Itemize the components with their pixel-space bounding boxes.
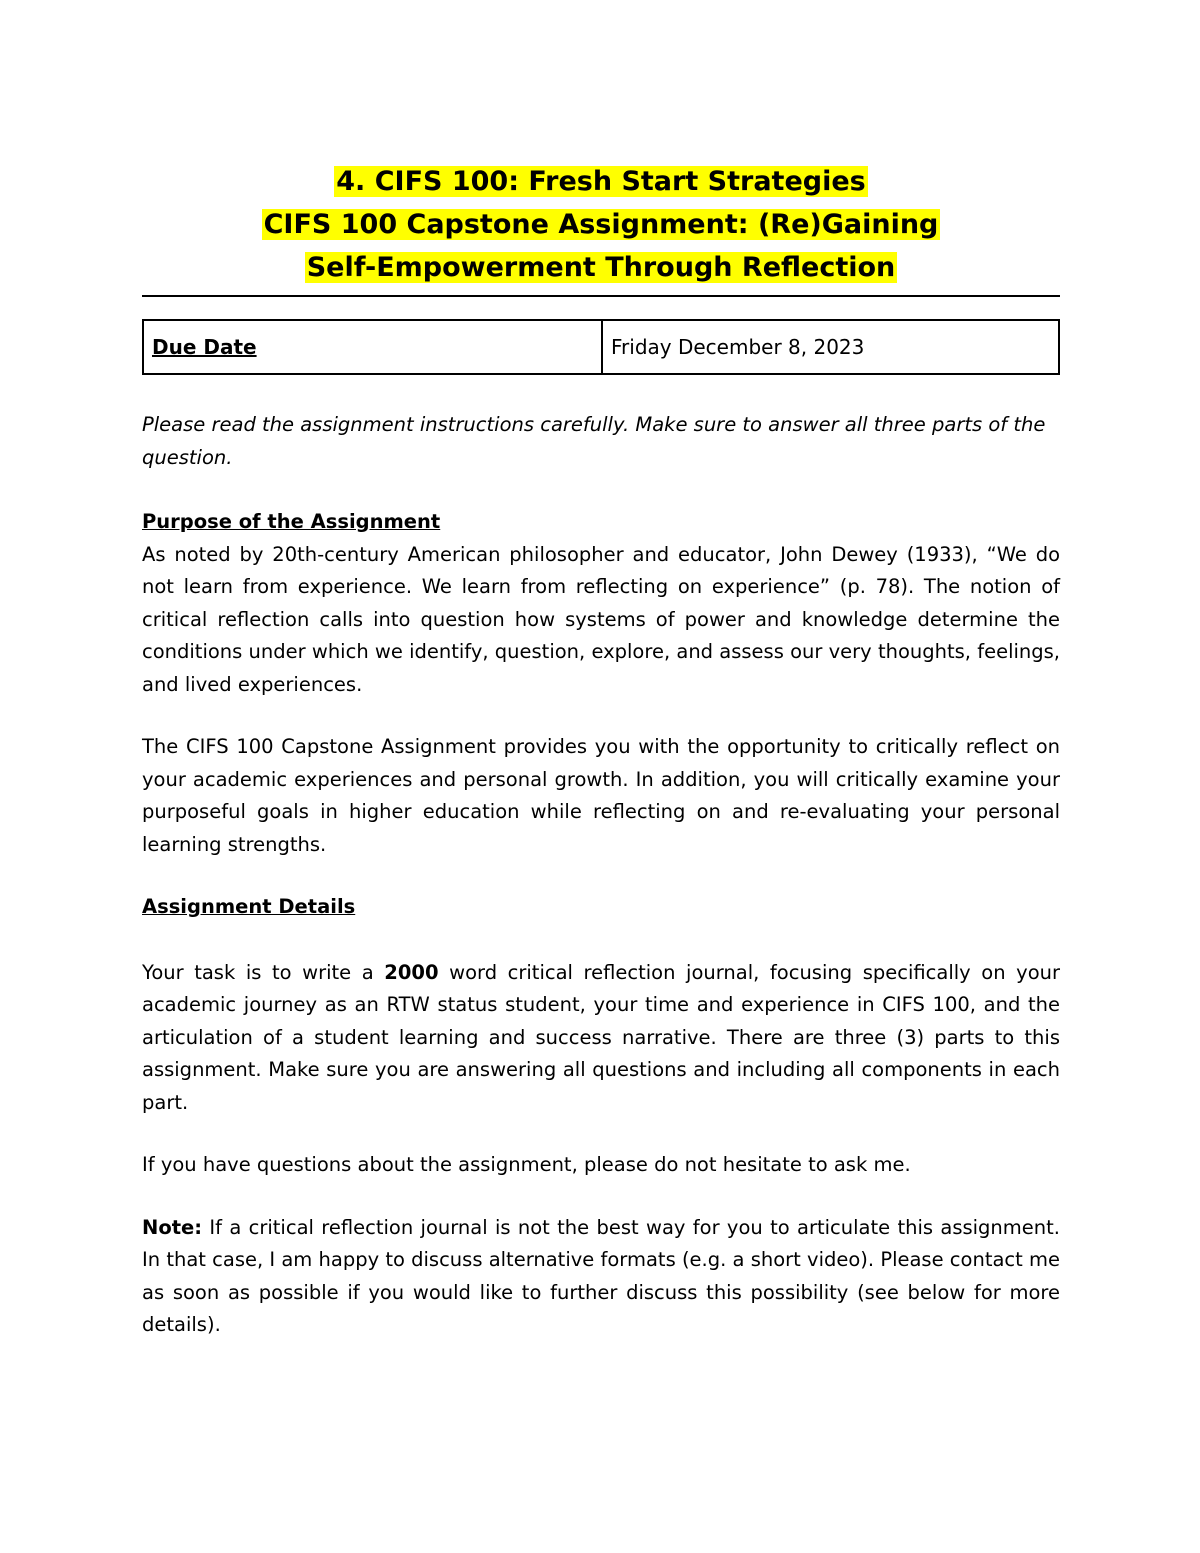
document-page bbox=[142, 160, 1060, 1342]
due-date-label-cell bbox=[143, 320, 602, 374]
due-date-label: Due Date bbox=[152, 335, 257, 359]
details-task-paragraph: Your task is to write a 2000 word critical reflection journal, focusing specifically on your academic journey as an RTW status student, your time and experience in CIFS 100, and the articulation of a student learning and success narrative. There are three (3) parts to this assignment. Make sure you are answering all questions and including all components in each part. bbox=[142, 960, 1060, 1114]
due-date-row bbox=[143, 320, 1059, 374]
word-count: 2000 bbox=[384, 960, 439, 984]
title-line-1: 4. CIFS 100: Fresh Start Strategies bbox=[336, 166, 866, 197]
note-paragraph: Note: If a critical reflection journal is not the best way for you to articulate this assignment. In that case, I am happy to discuss alternative formats (e.g. a short video). Please contact me as soon as possible if you would like to further discuss this possibility (see below for more details). bbox=[142, 1215, 1060, 1336]
title-line-3: Self-Empowerment Through Reflection bbox=[306, 252, 896, 283]
note-label: Note: bbox=[142, 1215, 203, 1239]
purpose-paragraph-1: As noted by 20th-century American philosopher and educator, John Dewey (1933), “We do not learn from experience. We learn from reflecting on experience” (p. 78). The notion of critical reflection calls into question how systems of power and knowledge determine the conditions under which we identify, question, explore, and assess our very thoughts, feelings, and lived experiences. bbox=[142, 542, 1060, 696]
questions-paragraph: If you have questions about the assignment, please do not hesitate to ask me. bbox=[142, 1153, 911, 1176]
title-divider bbox=[142, 295, 1060, 297]
due-date-value-cell bbox=[602, 320, 1059, 374]
document-title bbox=[142, 160, 1060, 289]
purpose-paragraph-2: The CIFS 100 Capstone Assignment provides you with the opportunity to critically reflect on your academic experiences and personal growth. In addition, you will critically examine your purposeful goals in higher education while reflecting on and re-evaluating your personal learning strengths. bbox=[142, 735, 1060, 856]
title-line-2: CIFS 100 Capstone Assignment: (Re)Gaining bbox=[263, 209, 939, 240]
due-date-table bbox=[142, 319, 1060, 375]
purpose-heading: Purpose of the Assignment bbox=[142, 510, 441, 533]
due-date-value: Friday December 8, 2023 bbox=[611, 335, 865, 359]
details-heading: Assignment Details bbox=[142, 895, 356, 918]
intro-instructions: Please read the assignment instructions carefully. Make sure to answer all three parts of the question. bbox=[142, 413, 1046, 469]
